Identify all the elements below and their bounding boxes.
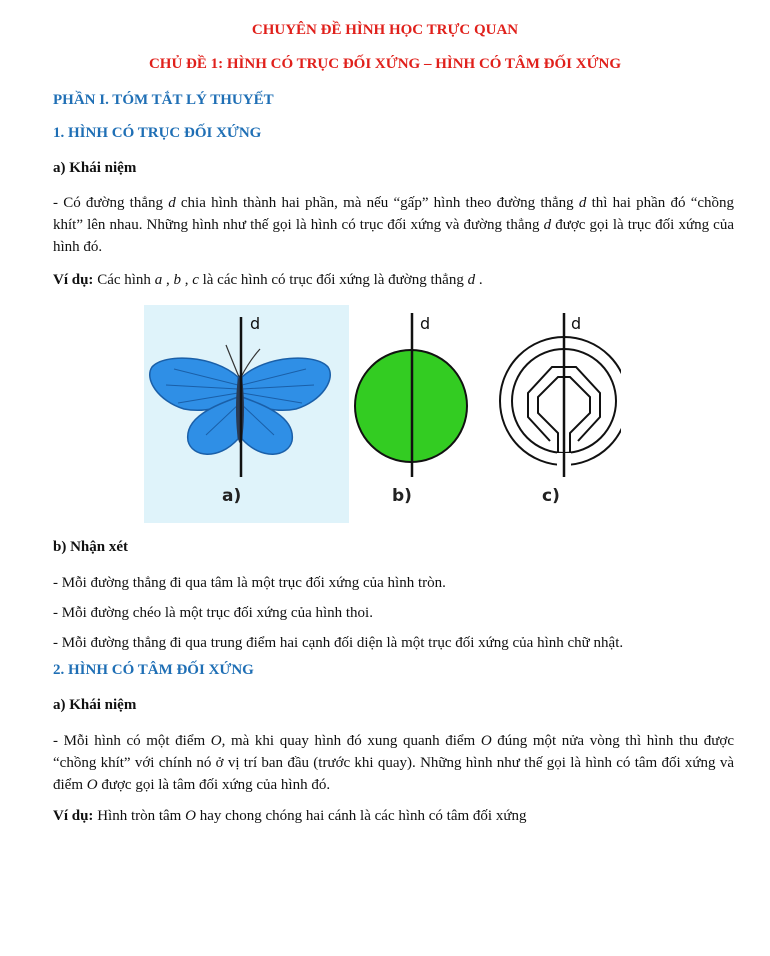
remark-1: - Mỗi đường thẳng đi qua tâm là một trục đối xứng của hình tròn. [53, 575, 446, 591]
remark-3: - Mỗi đường thẳng đi qua trung điểm hai cạnh đối diện là một trục đối xứng của hình chữ nhật. [53, 635, 624, 651]
section1-remark-heading: b) Nhận xét [53, 539, 129, 555]
section2-concept-heading: a) Khái niệm [53, 697, 137, 713]
document-subtitle: CHỦ ĐỀ 1: HÌNH CÓ TRỤC ĐỐI XỨNG – HÌNH CÓ TÂM ĐỐI XỨNG [148, 56, 622, 72]
document-title: CHUYÊN ĐỀ HÌNH HỌC TRỰC QUAN [251, 22, 519, 38]
section1-concept-paragraph: - Có đường thẳng d chia hình thành hai phần, mà nếu “gấp” hình theo đường thẳng d thì hai phần đó “chồng khít” lên nhau. Những hình như thế gọi là hình có trục đối xứng và đường thẳng d được gọi là trục đối xứng của hình đó. [53, 195, 735, 255]
part-heading: PHẦN I. TÓM TẮT LÝ THUYẾT [53, 92, 274, 108]
section2-heading: 2. HÌNH CÓ TÂM ĐỐI XỨNG [53, 662, 254, 678]
section1-concept-heading: a) Khái niệm [53, 160, 137, 176]
section1-heading: 1. HÌNH CÓ TRỤC ĐỐI XỨNG [53, 125, 262, 141]
symmetry-axis-figure [144, 305, 621, 523]
axis-label-b: d [420, 314, 431, 333]
remark-2: - Mỗi đường chéo là một trục đối xứng của hình thoi. [53, 605, 373, 621]
axis-label-c: d [571, 314, 582, 333]
caption-b: b) [392, 486, 412, 506]
section2-example: Ví dụ: Hình tròn tâm O hay chong chóng hai cánh là các hình có tâm đối xứng [53, 808, 527, 824]
caption-a: a) [222, 486, 242, 506]
section1-example: Ví dụ: Các hình a , b , c là các hình có trục đối xứng là đường thẳng d . [53, 272, 483, 288]
axis-label-a: d [250, 314, 261, 333]
section2-concept-paragraph: - Mỗi hình có một điểm O, mà khi quay hình đó xung quanh điểm O đúng một nửa vòng thì hình thu được “chồng khít” với chính nó ở vị trí ban đầu (trước khi quay). Những hình như thế gọi là hình có tâm đối xứng và điểm O được gọi là tâm đối xứng của hình đó. [53, 733, 735, 793]
caption-c: c) [542, 486, 560, 506]
